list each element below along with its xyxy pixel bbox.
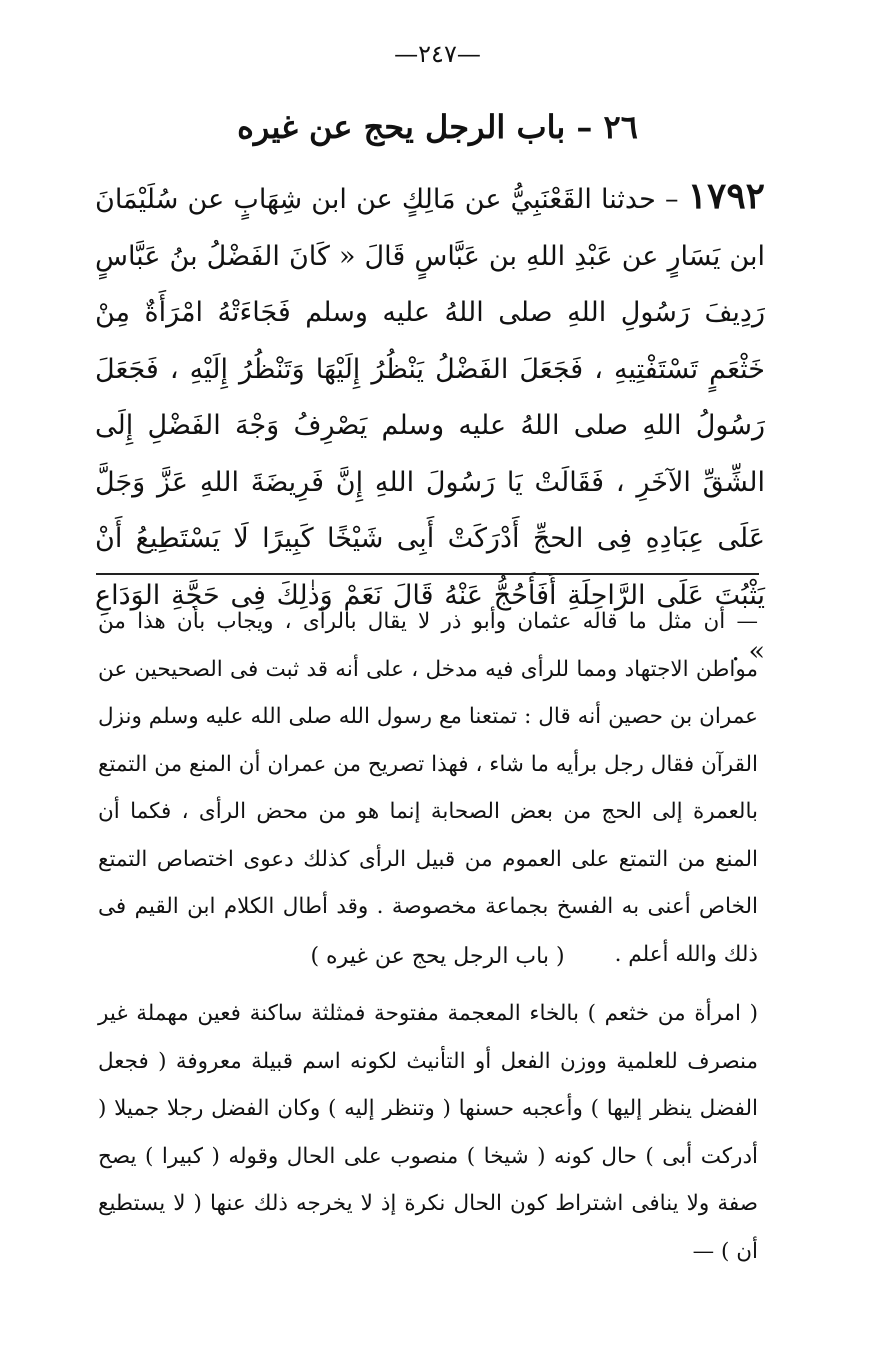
explanation-text: ( امرأة من خثعم ) بالخاء المعجمة مفتوحة فمثلثة ساكنة فعين مهملة غير منصرف للعلمية ووزن الفعل أو التأنيث لكونه اسم قبيلة معروفة ( فجعل الفضل ينظر إليها ) وأعجبه حسنها ( وتنظر إليه ) وكان الفضل رجلا جميلا ( أدركت أبى ) حال كونه ( شيخا ) منصوب على الحال وقوله ( كبيرا ) يصح صفة ولا ينافى اشتراط كون الحال نكرة إذ لا يخرجه ذلك عنها ( لا يستطيع أن ) — [98, 1001, 758, 1264]
hadith-text: – حدثنا القَعْنَبِيُّ عن مَالِكٍ عن ابن شِهَابٍ عن سُلَيْمَانَ ابن يَسَارٍ عن عَبْدِ اللهِ بن عَبَّاسٍ قَالَ « كَانَ الفَضْلُ بنُ عَبَّاسٍ رَدِيفَ رَسُولِ اللهِ صلى اللهُ عليه وسلم فَجَاءَتْهُ امْرَأَةٌ مِنْ خَثْعَمٍ تَسْتَفْتِيهِ ، فَجَعَلَ الفَضْلُ يَنْظُرُ إِلَيْهَا وَتَنْظُرُ إِلَيْهِ ، فَجَعَلَ رَسُولُ اللهِ صلى اللهُ عليه وسلم يَصْرِفُ وَجْهَ الفَضْلِ إِلَى الشِّقِّ الآخَرِ ، فَقَالَتْ يَا رَسُولَ اللهِ إِنَّ فَرِيضَةَ اللهِ عَزَّ وَجَلَّ عَلَى عِبَادِهِ فِى الحجِّ أَدْرَكَتْ أَبِى شَيْخًا كَبِيرًا لَا يَسْتَطِيعُ أَنْ يَثْبُتَ عَلَى الرَّاحِلَةِ أَفَأَحُجُّ عَنْهُ قَالَ نَعَمْ وَذٰلِكَ فِى حَجَّةِ الوَدَاعِ » . [95, 184, 765, 667]
commentary-chapter-title: ( باب الرجل يحج عن غيره ) [310, 944, 565, 969]
footnote-divider [96, 573, 759, 575]
page-number: —٢٤٧— [394, 40, 481, 68]
chapter-title: ٢٦ – باب الرجل يحج عن غيره [237, 108, 638, 146]
hadith-number: ١٧٩٢ [687, 175, 765, 217]
commentary-text: — أن مثل ما قاله عثمان وأبو ذر لا يقال بالرأى ، ويجاب بأن هذا من مواطن الاجتهاد ومما للرأى فيه مدخل ، على أنه قد ثبت فى الصحيحين عن عمران بن حصين أنه قال : تمتعنا مع رسول الله صلى الله عليه وسلم ونزل القرآن فقال رجل برأيه ما شاء ، فهذا تصريح من عمران أن المنع من التمتع بالعمرة إلى الحج من بعض الصحابة إنما هو من محض الرأى ، فكما أن المنع من التمتع على العموم من قبيل الرأى كذلك دعوى اختصاص التمتع الخاص أعنى به الفسخ بجماعة مخصوصة . وقد أطال الكلام ابن القيم فى ذلك والله أعلم . [98, 609, 758, 967]
